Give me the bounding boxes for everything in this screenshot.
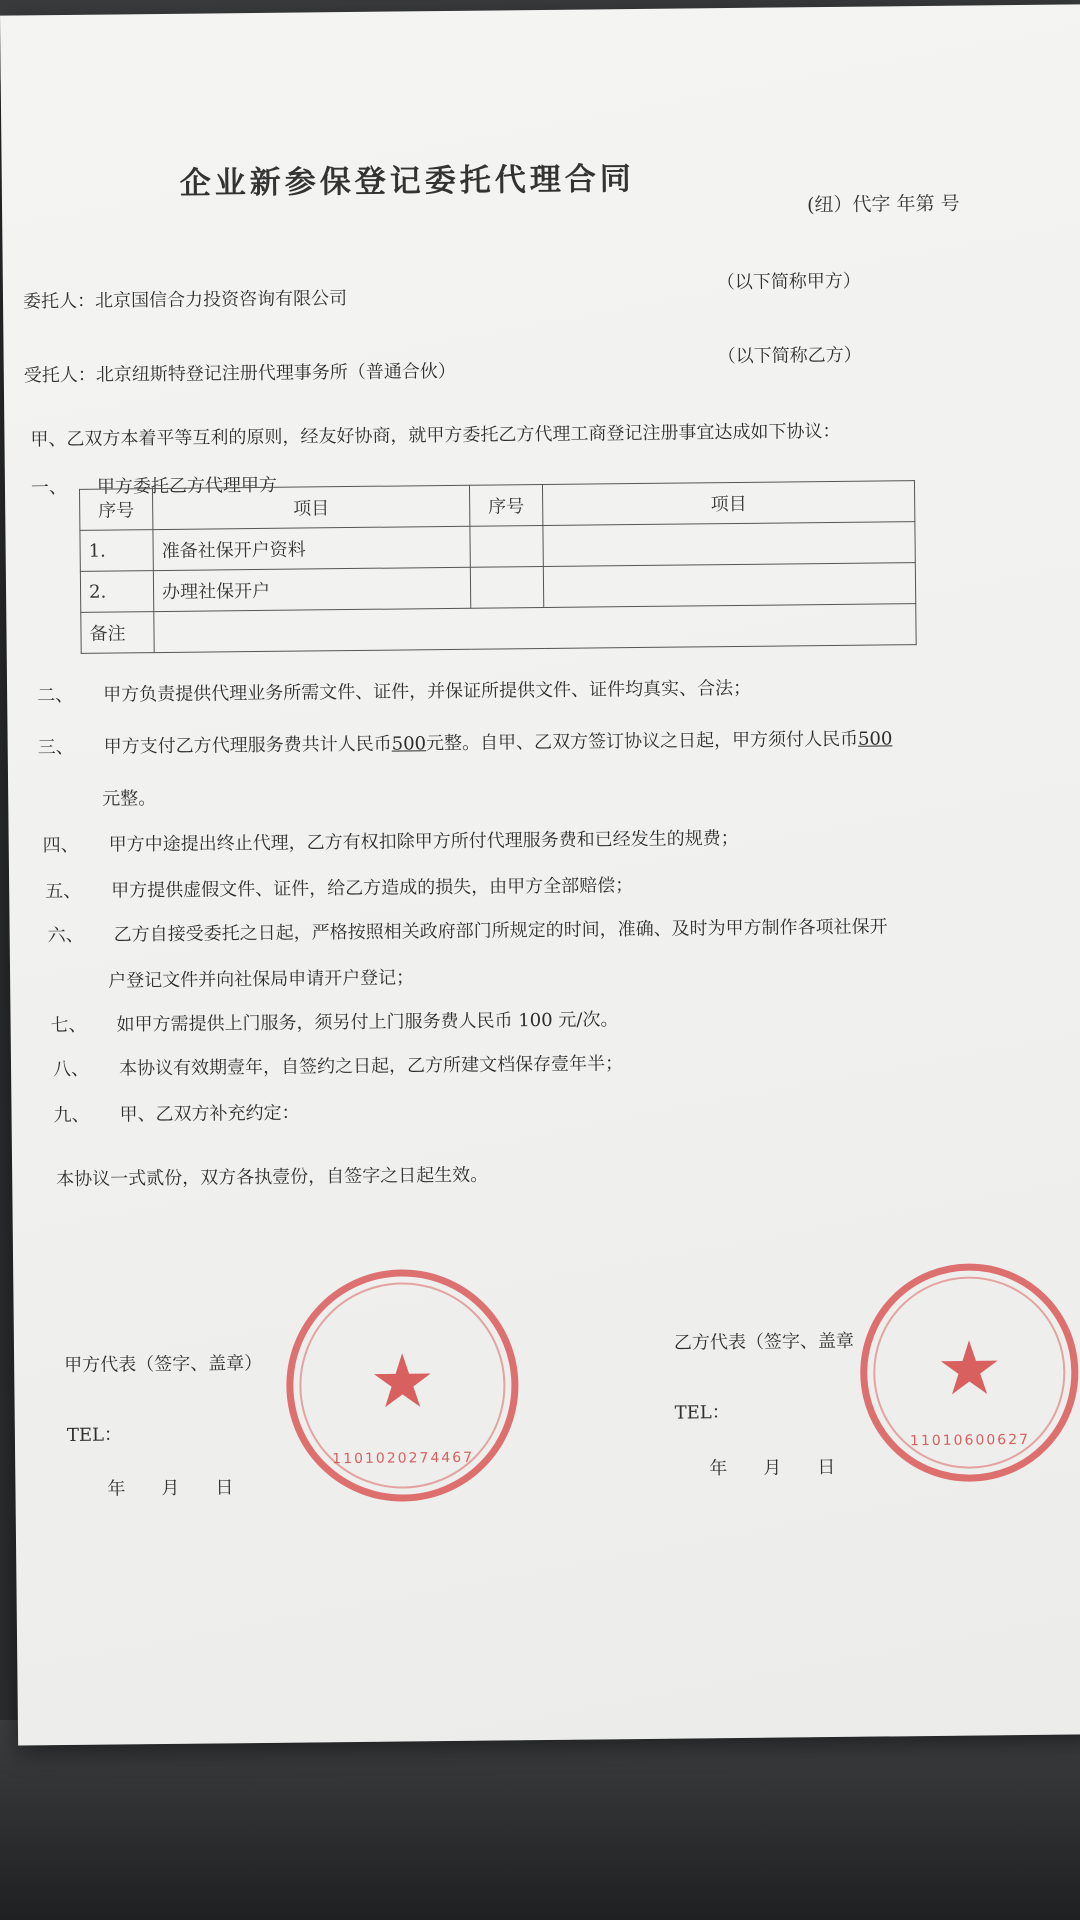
clause-4-number: 四、: [42, 834, 79, 857]
clause-3-part3: 元整。: [102, 788, 157, 810]
remark-label: 备注: [81, 612, 154, 654]
seal-star-icon: ★: [935, 1325, 1003, 1413]
document-number: (纽）代字 年第 号: [806, 192, 960, 217]
clause-8-number: 八、: [52, 1058, 90, 1081]
clause-9-text: 甲、乙双方补充约定：: [119, 1102, 300, 1126]
clause-3-fee-2: 500: [857, 728, 893, 750]
clause-2-number: 二、: [37, 684, 74, 707]
party-b-date: 年 月 日: [709, 1456, 836, 1480]
party-a-seal: [285, 1268, 519, 1502]
clause-3-fee: 500: [391, 733, 427, 755]
clause-2: [37, 674, 751, 707]
clause-1-text: 甲方委托乙方代理甲方: [96, 474, 278, 498]
clause-9: [53, 1099, 299, 1128]
party-a-date: 年 月 日: [107, 1477, 234, 1500]
party-a-tel: TEL：: [66, 1424, 123, 1447]
document-title: 企业新参保登记委托代理合同: [179, 161, 635, 202]
clause-3-number: 三、: [37, 736, 74, 759]
agent-line: [24, 357, 456, 388]
clause-3: [38, 724, 893, 759]
row-2-item: 办理社保开户: [153, 567, 470, 611]
clause-6-line2: 户登记文件并向社保局申请开户登记；: [108, 967, 415, 992]
clause-3-part1: 甲方支付乙方代理服务费共计人民币: [103, 733, 392, 758]
items-table: [79, 480, 917, 654]
clause-5-text: 甲方提供虚假文件、证件，给乙方造成的损失，由甲方全部赔偿；: [111, 875, 634, 902]
party-b-seal: [859, 1262, 1079, 1482]
clause-8-text: 本协议有效期壹年，自签约之日起，乙方所建文档保存壹年半；: [118, 1053, 624, 1080]
clause-4: [43, 824, 739, 857]
clause-6-line1: 乙方自接受委托之日起，严格按照相关政府部门所规定的时间，准确、及时为甲方制作各项社保开: [113, 916, 888, 946]
clause-3-part2: 元整。自甲、乙双方签订协议之日起，甲方须付人民币: [425, 728, 859, 755]
header-item-2: 项目: [542, 481, 914, 526]
principal-alias: （以下简称甲方）: [716, 270, 861, 294]
seal-star-icon: ★: [368, 1338, 436, 1426]
clause-5-number: 五、: [45, 880, 82, 903]
clause-2-text: 甲方负责提供代理业务所需文件、证件，并保证所提供文件、证件均真实、合法；: [103, 677, 752, 706]
clause-8: [53, 1049, 623, 1081]
remark-value: [154, 604, 916, 653]
header-seq-2: 序号: [469, 485, 542, 527]
clause-7-text: 如甲方需提供上门服务，须另付上门服务费人民币 100 元/次。: [116, 1009, 619, 1036]
header-item: 项目: [152, 485, 469, 529]
row-2-seq: 2.: [80, 571, 153, 613]
closing-statement: 本协议一式贰份，双方各执壹份，自签字之日起生效。: [56, 1164, 489, 1191]
party-a-signature-label: 甲方代表（签字、盖章）: [64, 1352, 263, 1377]
background-bottom: [0, 1720, 1080, 1920]
party-b-signature-label: 乙方代表（签字、盖章: [673, 1330, 855, 1354]
header-seq: 序号: [79, 489, 152, 531]
row-2-item-2: [543, 563, 915, 608]
clause-1-number: 一、: [30, 476, 68, 499]
principal-name: 北京国信合力投资咨询有限公司: [94, 288, 348, 312]
party-a-seal-number: 1101020274467: [332, 1449, 475, 1468]
party-b-seal-number: 11010600627: [909, 1431, 1031, 1450]
principal-label: 委托人：: [22, 290, 96, 313]
clause-9-number: 九、: [53, 1104, 90, 1127]
clause-4-text: 甲方中途提出终止代理，乙方有权扣除甲方所付代理服务费和已经发生的规费；: [108, 827, 739, 856]
intro-paragraph: 甲、乙双方本着平等互利的原则，经友好协商，就甲方委托乙方代理工商登记注册事宜达成如下协议：: [30, 420, 841, 451]
agent-label: 受托人：: [23, 364, 96, 387]
agent-alias: （以下简称乙方）: [717, 344, 862, 368]
row-1-item: 准备社保开户资料: [153, 526, 470, 570]
agent-name: 北京纽斯特登记注册代理事务所（普通合伙）: [95, 360, 456, 386]
contract-paper: [0, 4, 1080, 1745]
clause-7: [50, 1005, 618, 1037]
row-1-item-2: [543, 522, 915, 567]
party-b-tel: TEL：: [674, 1402, 730, 1424]
clause-5: [45, 871, 633, 903]
table-remark-row: [81, 604, 916, 654]
row-1-seq-2: [470, 525, 543, 567]
row-2-seq-2: [470, 566, 543, 608]
clause-7-number: 七、: [50, 1014, 87, 1037]
row-1-seq: 1.: [80, 530, 153, 572]
clause-6-number: 六、: [47, 924, 84, 947]
principal-line: [23, 284, 347, 313]
clause-6: [48, 912, 888, 947]
